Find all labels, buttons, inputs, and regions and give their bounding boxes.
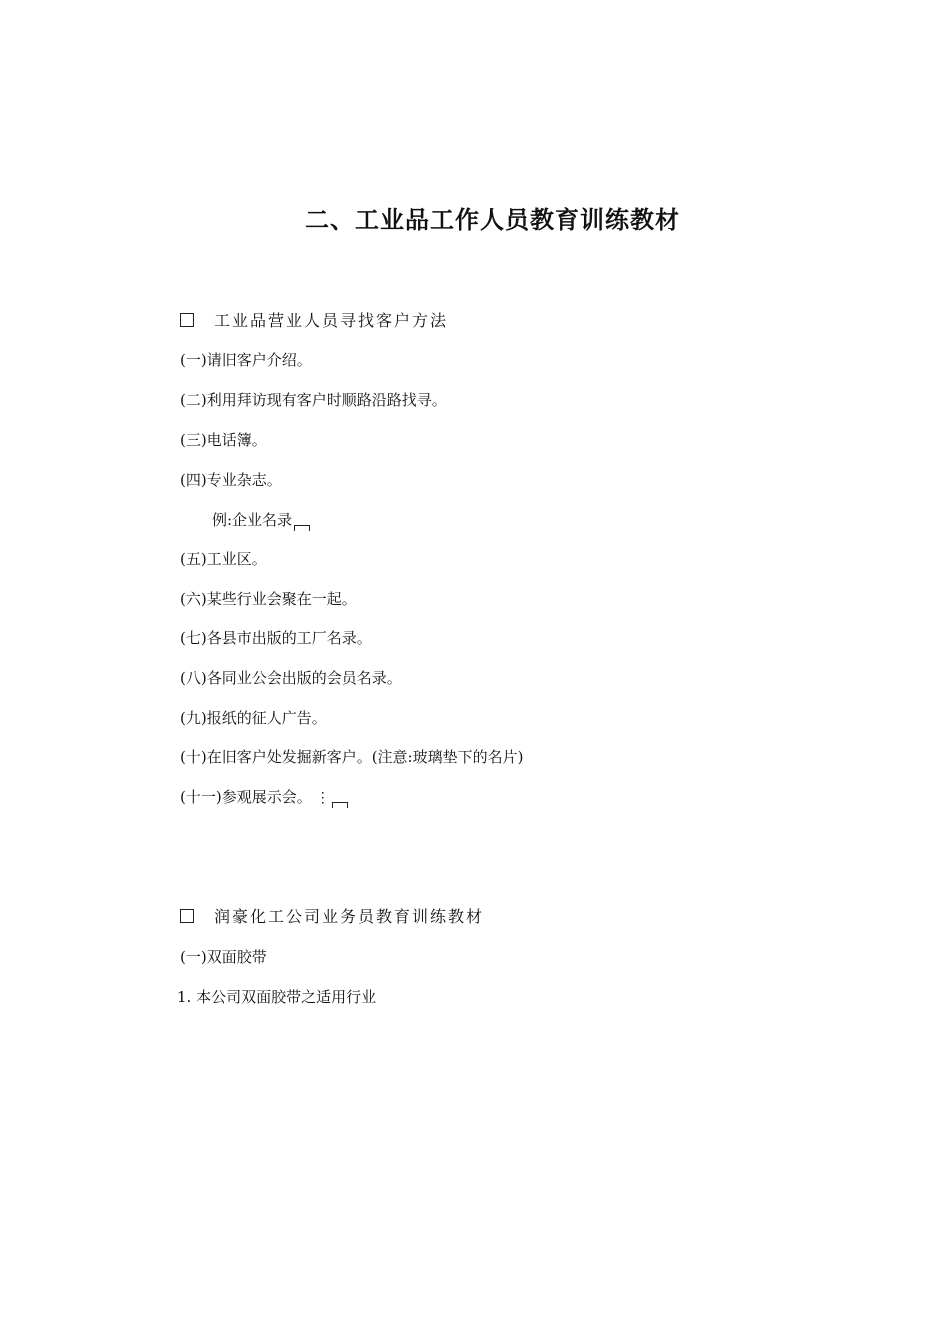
list-item: (八)各同业公会出版的会员名录。 <box>180 669 402 687</box>
page-title: 二、工业品工作人员教育训练教材 <box>305 206 680 234</box>
list-item: (十)在旧客户处发掘新客户。(注意:玻璃垫下的名片) <box>180 748 524 766</box>
example-line <box>212 509 310 531</box>
bracket-mark-icon <box>294 525 310 531</box>
example-text: 例:企业名录 <box>212 511 293 529</box>
list-item: (六)某些行业会聚在一起。 <box>180 590 357 608</box>
list-item-last <box>180 786 348 808</box>
list-item: (九)报纸的征人广告。 <box>180 709 327 727</box>
section-heading-training-material <box>180 904 484 927</box>
checkbox-icon <box>180 313 194 327</box>
section-heading-customer-methods <box>180 308 448 331</box>
list-item: (二)利用拜访现有客户时顺路沿路找寻。 <box>180 391 447 409</box>
list-item: (一)双面胶带 <box>180 948 267 966</box>
checkbox-icon <box>180 909 194 923</box>
list-item-text: (十一)参观展示会。 <box>180 788 312 806</box>
list-item: (五)工业区。 <box>180 550 267 568</box>
list-item: 1. 本公司双面胶带之适用行业 <box>177 988 377 1006</box>
section-heading-text: 润豪化工公司业务员教育训练教材 <box>214 907 485 926</box>
list-item: (三)电话簿。 <box>180 431 267 449</box>
list-item: (四)专业杂志。 <box>180 471 282 489</box>
bracket-mark-icon <box>332 802 348 808</box>
section-heading-text: 工业品营业人员寻找客户方法 <box>214 311 449 330</box>
list-item: (一)请旧客户介绍。 <box>180 351 312 369</box>
vertical-ellipsis-icon: ⋮ <box>315 790 330 806</box>
list-item: (七)各县市出版的工厂名录。 <box>180 629 372 647</box>
